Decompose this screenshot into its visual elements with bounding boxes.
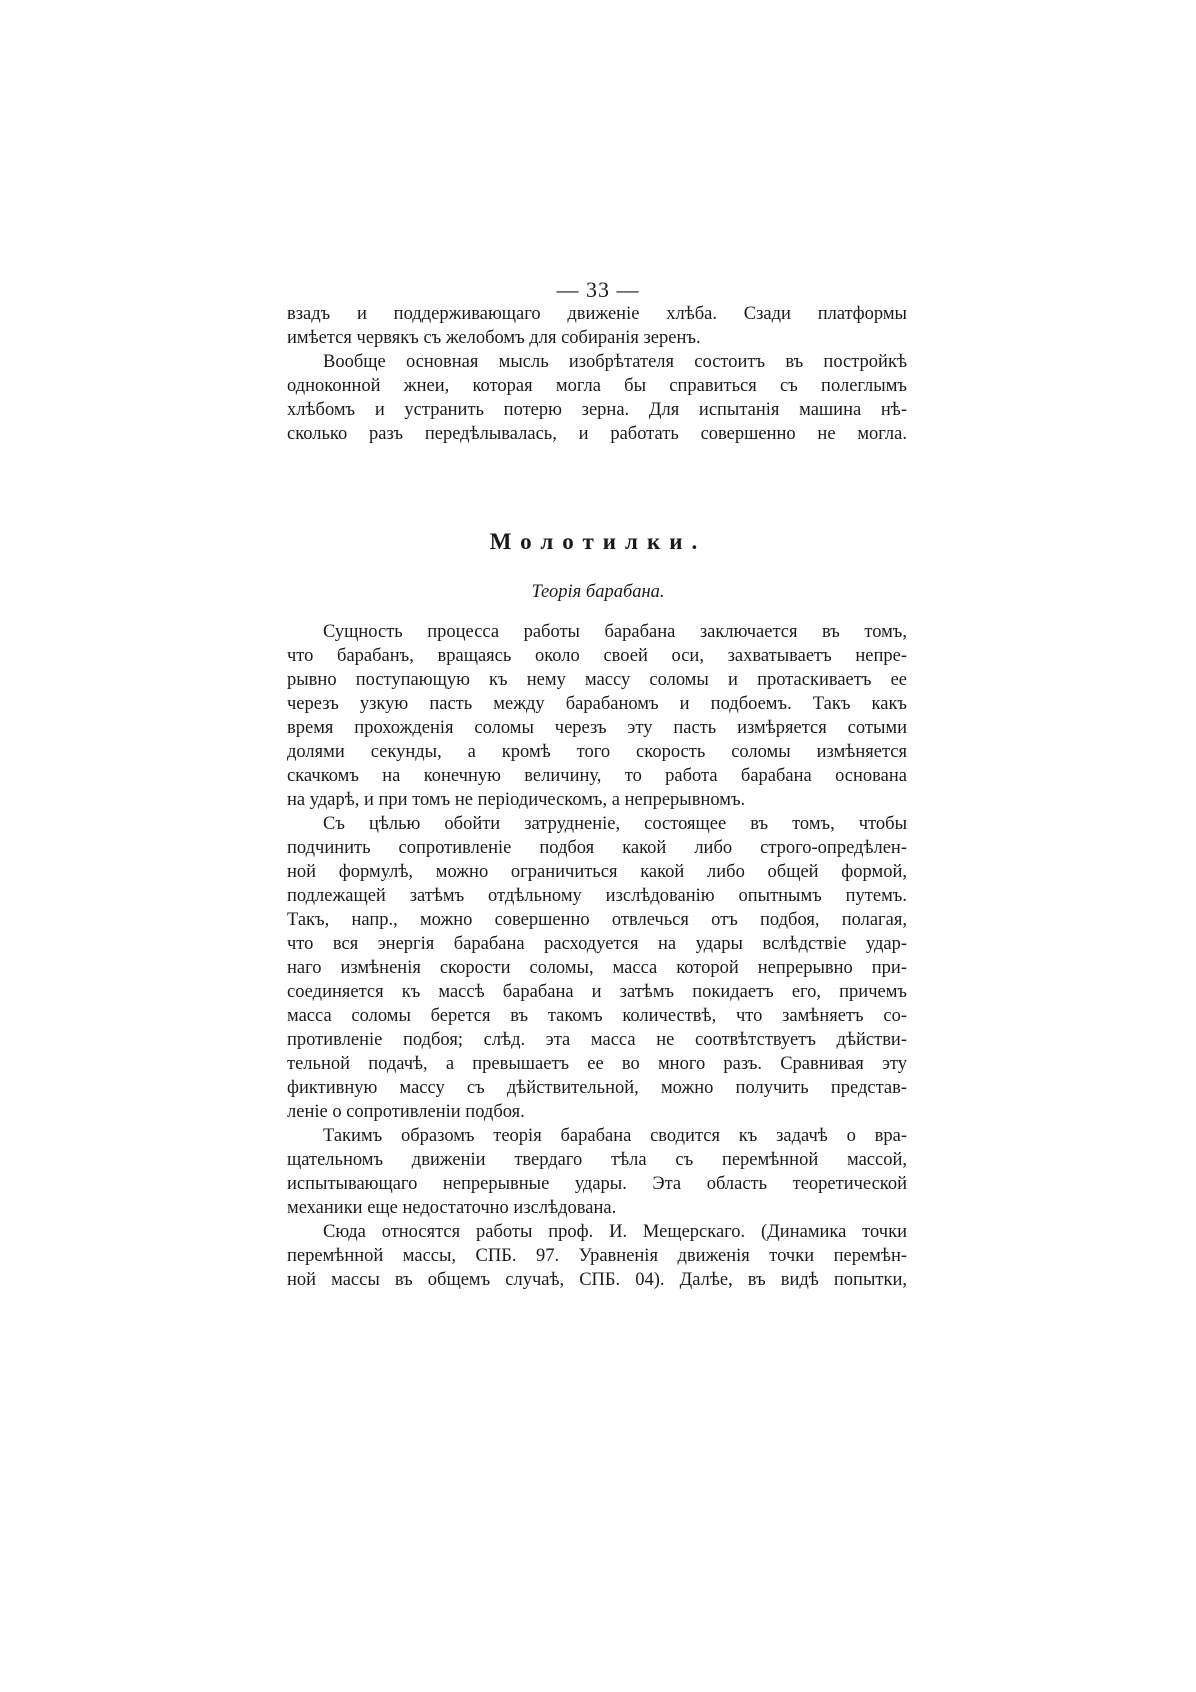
section-title: Молотилки. [489, 529, 707, 554]
text-line: перемѣнной массы, СПБ. 97. Уравненія движенія точки перемѣн- [287, 1246, 907, 1266]
text-line: подчинить сопротивленіе подбоя какой либо строго-опредѣлен- [287, 838, 907, 858]
text-line: механики еще недостаточно изслѣдована. [287, 1198, 617, 1218]
intro-text [287, 302, 907, 350]
text-line: фиктивную массу съ дѣйствительной, можно получить представ- [287, 1078, 907, 1098]
text-line: черезъ узкую пасть между барабаномъ и подбоемъ. Такъ какъ [287, 694, 907, 714]
text-line: одноконной жнеи, которая могла бы справиться съ полеглымъ [287, 376, 907, 396]
paragraph-4 [287, 1220, 907, 1292]
text-line: сколько разъ передѣлывалась, и работать совершенно не могла. [287, 424, 907, 444]
text-line: ной формулѣ, можно ограничиться какой либо общей формой, [287, 862, 907, 882]
text-line: рывно поступающую къ нему массу соломы и протаскиваетъ ее [287, 670, 907, 690]
text-line: масса соломы берется въ такомъ количествѣ, что замѣняетъ со- [287, 1006, 907, 1026]
text-line: тельной подачѣ, а превышаетъ ее во много разъ. Сравнивая эту [287, 1054, 907, 1074]
text-line: Такъ, напр., можно совершенно отвлечься отъ подбоя, полагая, [287, 910, 907, 930]
text-line: соединяется къ массѣ барабана и затѣмъ покидаетъ его, причемъ [287, 982, 907, 1002]
text-line: хлѣбомъ и устранить потерю зерна. Для испытанія машина нѣ- [287, 400, 907, 420]
paragraph-2 [287, 812, 907, 1124]
text-line: ной массы въ общемъ случаѣ, СПБ. 04). Далѣе, въ видѣ попытки, [287, 1270, 907, 1290]
paragraph-3 [287, 1124, 907, 1220]
text-line: время прохожденія соломы черезъ эту пасть измѣряется сотыми [287, 718, 907, 738]
text-line: долями секунды, а кромѣ того скорость соломы измѣняется [287, 742, 907, 762]
page-number: — 33 — [556, 277, 640, 302]
section-subtitle: Теорія барабана. [531, 582, 665, 602]
text-line: взадъ и поддерживающаго движеніе хлѣба. Сзади платформы [287, 304, 907, 324]
text-line: скачкомъ на конечную величину, то работа барабана основана [287, 766, 907, 786]
text-line: противленіе подбоя; слѣд. эта масса не соотвѣтствуетъ дѣйстви- [287, 1030, 907, 1050]
text-line: леніе о сопротивленіи подбоя. [287, 1102, 525, 1122]
text-line: наго измѣненія скорости соломы, масса которой непрерывно при- [287, 958, 907, 978]
text-line: что барабанъ, вращаясь около своей оси, захватываетъ непре- [287, 646, 907, 666]
text-line: Сущность процесса работы барабана заключается въ томъ, [323, 622, 907, 642]
text-line: Сюда относятся работы проф. И. Мещерскаго. (Динамика точки [323, 1222, 907, 1242]
text-line: на ударѣ, и при томъ не періодическомъ, а непрерывномъ. [287, 790, 746, 810]
paragraph-1 [287, 620, 907, 812]
text-line: подлежащей затѣмъ отдѣльному изслѣдованію опытнымъ путемъ. [287, 886, 907, 906]
text-line: имѣется червякъ съ желобомъ для собиранія зеренъ. [287, 328, 701, 348]
text-line: Такимъ образомъ теорія барабана сводится къ задачѣ о вра- [323, 1126, 907, 1146]
intro-paragraph [287, 350, 907, 446]
text-line: Съ цѣлью обойти затрудненіе, состоящее въ томъ, чтобы [323, 814, 907, 834]
text-line: что вся энергія барабана расходуется на удары вслѣдствіе удар- [287, 934, 907, 954]
text-line: Вообще основная мысль изобрѣтателя состоитъ въ постройкѣ [323, 352, 907, 372]
text-line: щательномъ движеніи твердаго тѣла съ перемѣнной массой, [287, 1150, 907, 1170]
text-line: испытывающаго непрерывные удары. Эта область теоретической [287, 1174, 907, 1194]
